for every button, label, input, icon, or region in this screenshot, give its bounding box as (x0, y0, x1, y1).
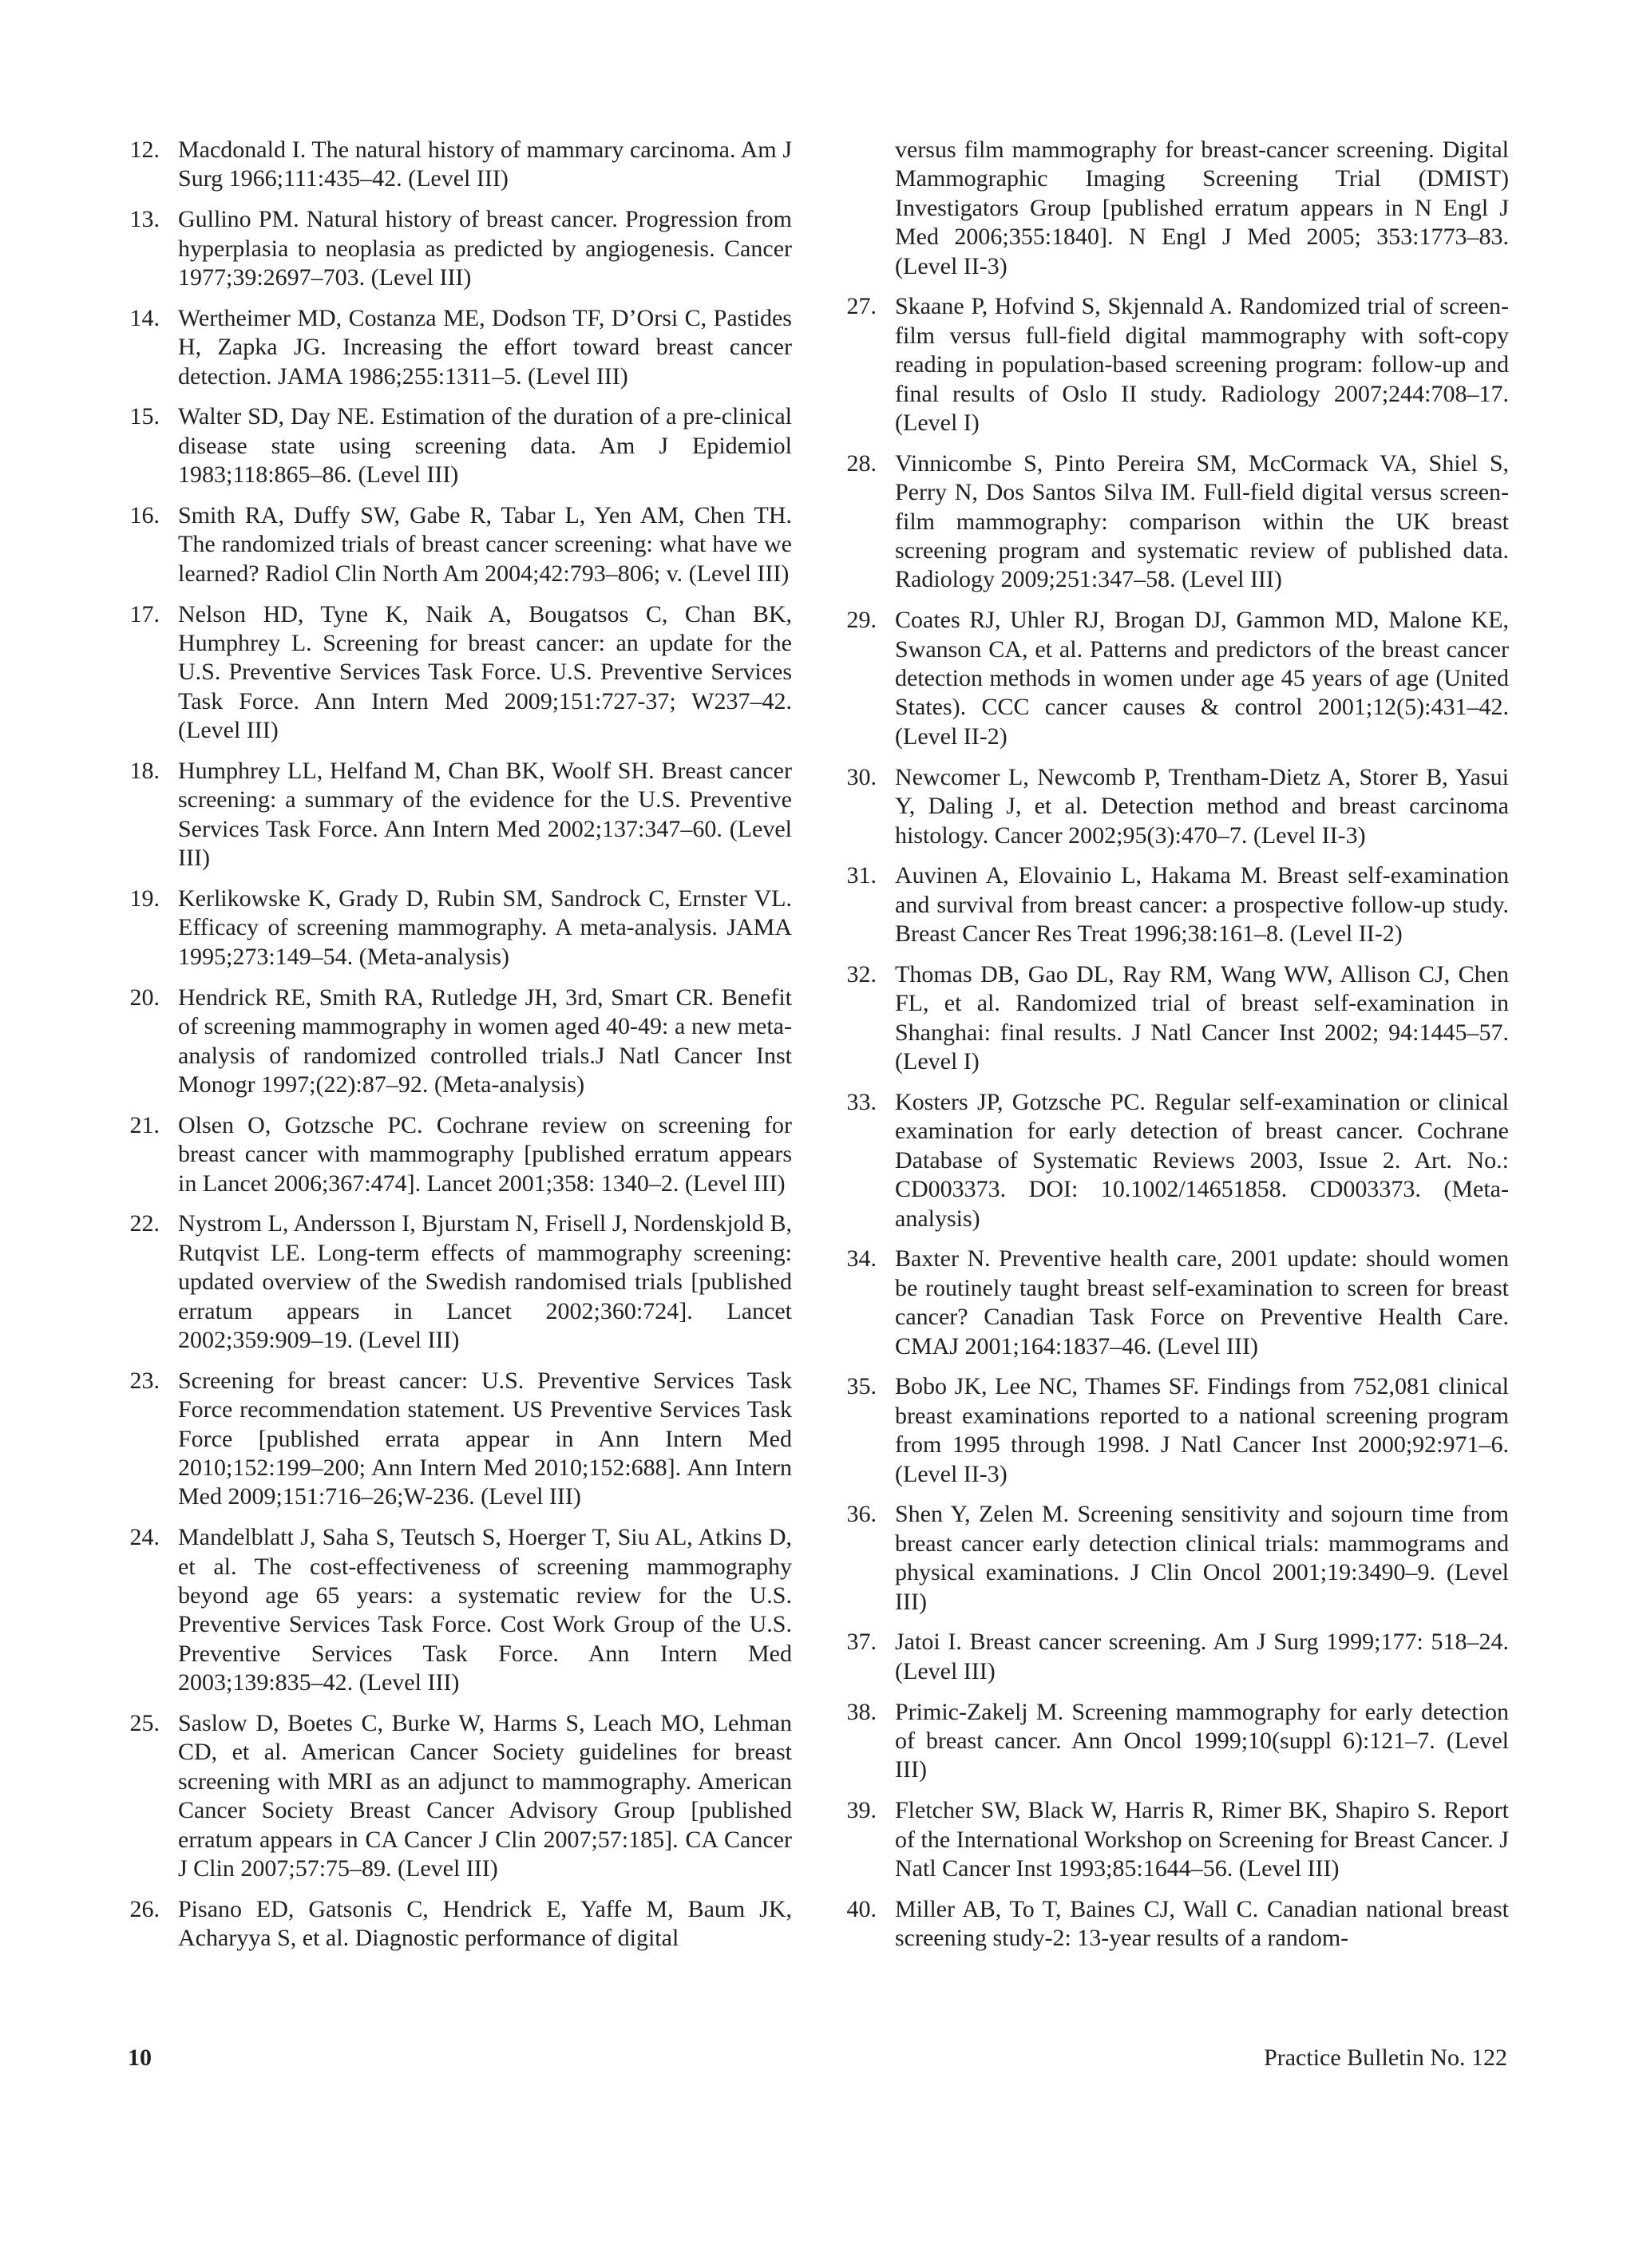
reference-number: 20. (129, 984, 160, 1011)
reference-number: 27. (846, 293, 877, 320)
reference-text: Wertheimer MD, Costanza ME, Dodson TF, D’Orsi C, Pastides H, Zapka JG. Increasing the effort toward breast cancer detection. JAMA 1986;255:1311–5. (Level III) (178, 304, 792, 390)
reference-column-right (845, 136, 1509, 1965)
reference-item (128, 1209, 792, 1355)
reference-text: Kosters JP, Gotzsche PC. Regular self-examination or clinical examination for early detection of breast cancer. Cochrane Database of Systematic Reviews 2003, Issue 2. Art. No.: CD003373. DOI: 10.1002/14651858. CD003373. (Meta-analysis) (895, 1088, 1509, 1232)
reference-number: 35. (846, 1373, 877, 1400)
reference-item (128, 600, 792, 746)
reference-text: Vinnicombe S, Pinto Pereira SM, McCormack VA, Shiel S, Perry N, Dos Santos Silva IM. Full-field digital versus screen-film mammography: comparison within the UK breast screening program and systematic review of published data. Radiology 2009;251:347–58. (Level III) (895, 449, 1509, 593)
reference-number: 39. (846, 1797, 877, 1824)
reference-item (845, 763, 1509, 850)
reference-item (128, 1709, 792, 1883)
reference-number: 37. (846, 1629, 877, 1656)
reference-item (845, 1628, 1509, 1686)
reference-text: Nystrom L, Andersson I, Bjurstam N, Frisell J, Nordenskjold B, Rutqvist LE. Long-term effects of mammography screening: updated overview of the Swedish randomised trials [published erratum appears in Lancet 2002;360:724]. Lancet 2002;359:909–19. (Level III) (178, 1210, 792, 1353)
reference-number: 15. (129, 403, 160, 430)
reference-text: Gullino PM. Natural history of breast cancer. Progression from hyperplasia to neoplasia as predicted by angiogenesis. Cancer 1977;39:2697–703. (Level III) (178, 206, 792, 291)
reference-item (845, 1895, 1509, 1953)
reference-text: versus film mammography for breast-cancer screening. Digital Mammographic Imaging Screening Trial (DMIST) Investigators Group [published erratum appears in N Engl J Med 2006;355:1840]. N Engl J Med 2005; 353:1773–83. (Level II-3) (895, 137, 1509, 279)
reference-item (128, 984, 792, 1100)
reference-text: Thomas DB, Gao DL, Ray RM, Wang WW, Allison CJ, Chen FL, et al. Randomized trial of breast self-examination in Shanghai: final results. J Natl Cancer Inst 2002; 94:1445–57. (Level I) (895, 960, 1509, 1075)
reference-number: 30. (846, 763, 877, 790)
reference-number: 21. (129, 1111, 160, 1138)
reference-item (128, 1523, 792, 1697)
reference-item (845, 1372, 1509, 1489)
reference-number: 19. (129, 885, 160, 912)
reference-text: Smith RA, Duffy SW, Gabe R, Tabar L, Yen AM, Chen TH. The randomized trials of breast cancer screening: what have we learned? Radiol Clin North Am 2004;42:793–806; v. (Level III) (178, 502, 792, 587)
reference-number: 28. (846, 449, 877, 477)
reference-text: Bobo JK, Lee NC, Thames SF. Findings from 752,081 clinical breast examinations reported to a national screening program from 1995 through 1998. J Natl Cancer Inst 2000;92:971–6. (Level II-3) (895, 1373, 1509, 1487)
reference-item (128, 1895, 792, 1953)
reference-item (845, 606, 1509, 751)
reference-text: Skaane P, Hofvind S, Skjennald A. Randomized trial of screen-film versus full-field digital mammography with soft-copy reading in population-based screening program: follow-up and final results of Oslo II study. Radiology 2007;244:708–17. (Level I) (895, 293, 1509, 437)
reference-item (128, 1111, 792, 1198)
reference-text: Coates RJ, Uhler RJ, Brogan DJ, Gammon MD, Malone KE, Swanson CA, et al. Patterns and predictors of the breast cancer detection methods in women under age 45 years of age (United States). CCC cancer causes & control 2001;12(5):431–42. (Level II-2) (895, 607, 1509, 750)
reference-item (128, 205, 792, 292)
reference-item (845, 1245, 1509, 1361)
reference-number: 24. (129, 1524, 160, 1551)
reference-number: 32. (846, 960, 877, 988)
reference-text: Saslow D, Boetes C, Burke W, Harms S, Leach MO, Lehman CD, et al. American Cancer Society guidelines for breast screening with MRI as an adjunct to mammography. American Cancer Society Breast Cancer Advisory Group [published erratum appears in CA Cancer J Clin 2007;57:185]. CA Cancer J Clin 2007;57:75–89. (Level III) (178, 1709, 792, 1882)
reference-number: 12. (129, 137, 160, 163)
reference-text: Olsen O, Gotzsche PC. Cochrane review on screening for breast cancer with mammography [published erratum appears in Lancet 2006;367:474]. Lancet 2001;358: 1340–2. (Level III) (178, 1111, 792, 1197)
reference-item (845, 861, 1509, 948)
reference-text: Nelson HD, Tyne K, Naik A, Bougatsos C, Chan BK, Humphrey L. Screening for breast cancer: an update for the U.S. Preventive Services Task Force. U.S. Preventive Services Task Force. Ann Intern Med 2009;151:727-37; W237–42. (Level III) (178, 600, 792, 744)
reference-item (128, 885, 792, 972)
reference-number: 31. (846, 862, 877, 889)
reference-item (845, 1698, 1509, 1785)
reference-text: Hendrick RE, Smith RA, Rutledge JH, 3rd, Smart CR. Benefit of screening mammography in women aged 40-49: a new meta-analysis of randomized controlled trials.J Natl Cancer Inst Monogr 1997;(22):87–92. (Meta-analysis) (178, 984, 792, 1098)
reference-text: Macdonald I. The natural history of mammary carcinoma. Am J Surg 1966;111:435–42. (Level III) (178, 137, 792, 192)
reference-number: 40. (846, 1895, 877, 1922)
reference-text: Shen Y, Zelen M. Screening sensitivity and sojourn time from breast cancer early detection clinical trials: mammograms and physical examinations. J Clin Oncol 2001;19:3490–9. (Level III) (895, 1501, 1509, 1615)
reference-text: Primic-Zakelj M. Screening mammography for early detection of breast cancer. Ann Oncol 1999;10(suppl 6):121–7. (Level III) (895, 1698, 1509, 1783)
reference-number: 26. (129, 1895, 160, 1922)
reference-number: 14. (129, 304, 160, 331)
reference-text: Auvinen A, Elovainio L, Hakama M. Breast self-examination and survival from breast cancer: a prospective follow-up study. Breast Cancer Res Treat 1996;38:161–8. (Level II-2) (895, 862, 1509, 948)
reference-text: Fletcher SW, Black W, Harris R, Rimer BK, Shapiro S. Report of the International Workshop on Screening for Breast Cancer. J Natl Cancer Inst 1993;85:1644–56. (Level III) (895, 1797, 1509, 1882)
reference-number: 34. (846, 1245, 877, 1273)
reference-text: Miller AB, To T, Baines CJ, Wall C. Canadian national breast screening study-2: 13-year results of a random- (895, 1895, 1509, 1952)
reference-number: 22. (129, 1210, 160, 1237)
running-footer-title: Practice Bulletin No. 122 (1264, 2044, 1507, 2071)
reference-text: Kerlikowske K, Grady D, Rubin SM, Sandrock C, Ernster VL. Efficacy of screening mammography. A meta-analysis. JAMA 1995;273:149–54. (Meta-analysis) (178, 885, 792, 970)
reference-number: 29. (846, 607, 877, 634)
reference-item (128, 501, 792, 588)
reference-item (845, 449, 1509, 595)
reference-column-left (128, 136, 792, 1965)
reference-text: Mandelblatt J, Saha S, Teutsch S, Hoerger T, Siu AL, Atkins D, et al. The cost-effectiveness of screening mammography beyond age 65 years: a systematic review for the U.S. Preventive Services Task Force. Cost Work Group of the U.S. Preventive Services Task Force. Ann Intern Med 2003;139:835–42. (Level III) (178, 1524, 792, 1696)
reference-text: Baxter N. Preventive health care, 2001 update: should women be routinely taught breast self-examination to screen for breast cancer? Canadian Task Force on Preventive Health Care. CMAJ 2001;164:1837–46. (Level III) (895, 1245, 1509, 1360)
reference-text: Newcomer L, Newcomb P, Trentham-Dietz A, Storer B, Yasui Y, Daling J, et al. Detection method and breast carcinoma histology. Cancer 2002;95(3):470–7. (Level II-3) (895, 763, 1509, 849)
reference-item (845, 1088, 1509, 1233)
reference-item (128, 136, 792, 194)
reference-number: 25. (129, 1709, 160, 1736)
reference-item (128, 402, 792, 489)
reference-text: Pisano ED, Gatsonis C, Hendrick E, Yaffe M, Baum JK, Acharyya S, et al. Diagnostic performance of digital (178, 1895, 792, 1952)
reference-number: 23. (129, 1367, 160, 1394)
reference-item (128, 1367, 792, 1512)
reference-number: 33. (846, 1088, 877, 1115)
reference-continuation (845, 136, 1509, 281)
reference-number: 38. (846, 1698, 877, 1725)
reference-number: 36. (846, 1501, 877, 1528)
reference-number: 18. (129, 758, 160, 785)
reference-item (845, 292, 1509, 437)
reference-item (128, 757, 792, 873)
reference-number: 13. (129, 206, 160, 233)
reference-text: Walter SD, Day NE. Estimation of the duration of a pre-clinical disease state using screening data. Am J Epidemiol 1983;118:865–86. (Level III) (178, 403, 792, 489)
reference-item (845, 1796, 1509, 1883)
reference-item (845, 1500, 1509, 1617)
reference-number: 16. (129, 502, 160, 529)
reference-item (128, 304, 792, 391)
page-number: 10 (128, 2044, 152, 2071)
reference-text: Jatoi I. Breast cancer screening. Am J Surg 1999;177: 518–24. (Level III) (895, 1629, 1509, 1684)
reference-text: Humphrey LL, Helfand M, Chan BK, Woolf SH. Breast cancer screening: a summary of the evidence for the U.S. Preventive Services Task Force. Ann Intern Med 2002;137:347–60. (Level III) (178, 758, 792, 872)
reference-item (845, 960, 1509, 1077)
reference-number: 17. (129, 600, 160, 627)
reference-text: Screening for breast cancer: U.S. Preventive Services Task Force recommendation statement. US Preventive Services Task Force [published errata appear in Ann Intern Med 2010;152:199–200; Ann Intern Med 2010;152:688]. Ann Intern Med 2009;151:716–26;W-236. (Level III) (178, 1367, 792, 1510)
